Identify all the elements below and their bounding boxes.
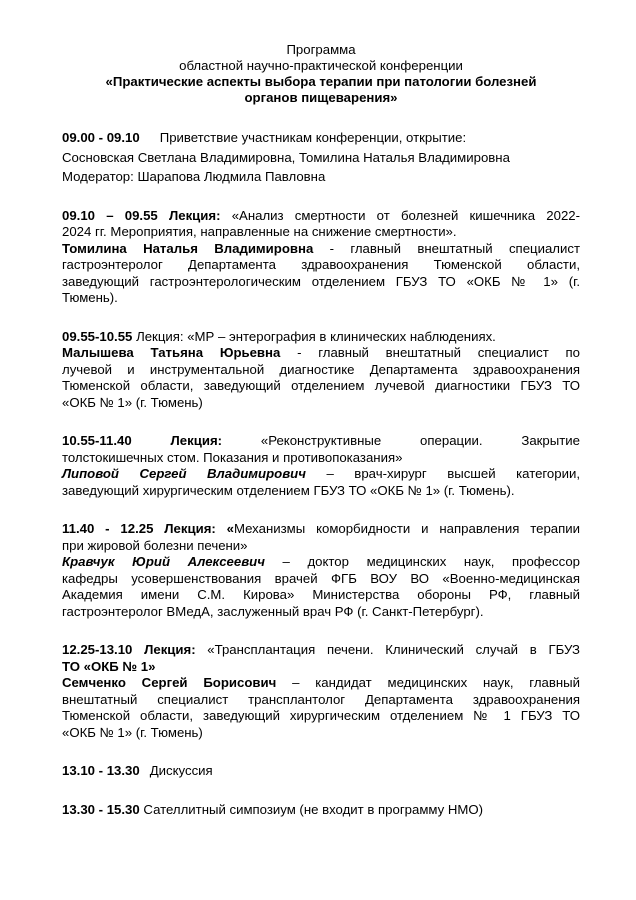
- session-time: 10.55-11.40: [62, 433, 132, 448]
- session-time: 09.55-10.55: [62, 328, 133, 344]
- speaker-name: Малышева Татьяна Юрьевна: [62, 345, 281, 360]
- speaker-name: Липовой Сергей Владимирович: [62, 466, 306, 481]
- speaker-bio: заведующий гастроэнтерологическим отделением ГБУЗ ТО «ОКБ № 1» (г.: [62, 273, 580, 289]
- doc-title: Программа: [286, 42, 356, 57]
- session-time: 12.25-13.10: [62, 642, 133, 657]
- session-type: Лекция:: [170, 433, 223, 448]
- speaker-bio: - главный внештатный специалист по: [280, 345, 580, 360]
- session-time: 13.10 - 13.30: [62, 763, 140, 778]
- session-lecture-mortality: [62, 208, 580, 307]
- session-moderator: Модератор: Шарапова Людмила Павловна: [62, 169, 326, 184]
- session-title-cont: ТО «ОКБ № 1»: [62, 658, 156, 674]
- program-header: [62, 42, 580, 106]
- session-title: «Трансплантация печени. Клинический случай в ГБУЗ: [195, 642, 580, 657]
- speaker-bio: лучевой и инструментальной диагностике Департамента здравоохранения: [62, 361, 580, 377]
- session-lecture-reconstructive: [62, 433, 580, 499]
- speaker-bio: - главный внештатный специалист: [313, 240, 580, 256]
- speaker-bio: «ОКБ № 1» (г. Тюмень): [62, 394, 203, 410]
- session-time: 11.40 - 12.25: [62, 521, 154, 536]
- session-opening: [62, 130, 580, 186]
- session-title: Приветствие участникам конференции, открытие:: [159, 130, 467, 145]
- session-discussion: [62, 763, 580, 780]
- session-type: Лекция: «: [164, 521, 234, 536]
- session-title-cont: 2024 гг. Мероприятия, направленные на снижение смертности».: [62, 224, 457, 239]
- session-title-cont: при жировой болезни печени»: [62, 537, 248, 553]
- speaker-name: Кравчук Юрий Алексеевич: [62, 554, 265, 569]
- speaker-bio: заведующий хирургическим отделением ГБУЗ ТО «ОКБ № 1» (г. Тюмень).: [62, 482, 515, 498]
- speaker-bio: гастроэнтеролог Департамента здравоохранения Тюменской области,: [62, 257, 580, 272]
- session-lecture-transplant: [62, 642, 580, 741]
- speaker-bio: – доктор медицинских наук, профессор: [264, 554, 580, 569]
- speaker-bio: – врач-хирург высшей категории,: [305, 466, 581, 481]
- program-document: [62, 42, 580, 818]
- conference-title-line1: «Практические аспекты выбора терапии при патологии болезней: [105, 74, 537, 89]
- session-title: «Анализ смертности от болезней кишечника 2022-: [231, 207, 581, 223]
- speaker-bio: Академия имени С.М. Кирова» Министерства обороны РФ, главный: [62, 587, 580, 602]
- session-title: Лекция: «МР – энтерография в клинических наблюдениях.: [132, 328, 496, 344]
- speaker-bio: гастроэнтеролог ВМедА, заслуженный врач РФ (г. Санкт-Петербург).: [62, 603, 484, 619]
- speaker-bio: – кандидат медицинских наук, главный: [276, 675, 580, 690]
- session-title: Механизмы коморбидности и направления терапии: [234, 521, 580, 536]
- speaker-bio: «ОКБ № 1» (г. Тюмень): [62, 724, 203, 740]
- session-type: Лекция:: [144, 642, 196, 657]
- session-title: Сателлитный симпозиум (не входит в программу НМО): [139, 801, 484, 817]
- session-lecture-mr-enterography: [62, 329, 580, 412]
- speaker-bio: Тюменской области, заведующий хирургическим отделением № 1 ГБУЗ ТО: [62, 708, 580, 723]
- speaker-bio: Тюмень).: [62, 290, 118, 305]
- session-time: 13.30 - 15.30: [62, 801, 140, 817]
- session-satellite-symposium: [62, 802, 580, 819]
- session-lecture-comorbidity: [62, 521, 580, 620]
- session-type: Лекция:: [168, 207, 221, 223]
- session-speakers: Сосновская Светлана Владимировна, Томилина Наталья Владимировна: [62, 149, 510, 165]
- speaker-name: Семченко Сергей Борисович: [62, 675, 277, 690]
- session-title: Дискуссия: [149, 763, 213, 778]
- session-title-cont: толстокишечных стом. Показания и противопоказания»: [62, 449, 403, 465]
- conference-title-line2: органов пищеварения»: [244, 90, 398, 105]
- speaker-bio: Тюменской области, заведующий отделением лучевой диагностики ГБУЗ ТО: [62, 378, 580, 393]
- speaker-name: Томилина Наталья Владимировна: [62, 240, 314, 256]
- session-title: «Реконструктивные операции. Закрытие: [260, 433, 580, 448]
- speaker-bio: кафедры усовершенствования врачей ФГБ ВОУ ВО «Военно-медицинская: [62, 570, 580, 586]
- speaker-bio: внештатный специалист трансплантолог Департамента здравоохранения: [62, 691, 580, 707]
- session-time: 09.10 – 09.55: [62, 207, 158, 223]
- session-time: 09.00 - 09.10: [62, 130, 140, 145]
- doc-subtitle: областной научно-практической конференции: [179, 58, 463, 73]
